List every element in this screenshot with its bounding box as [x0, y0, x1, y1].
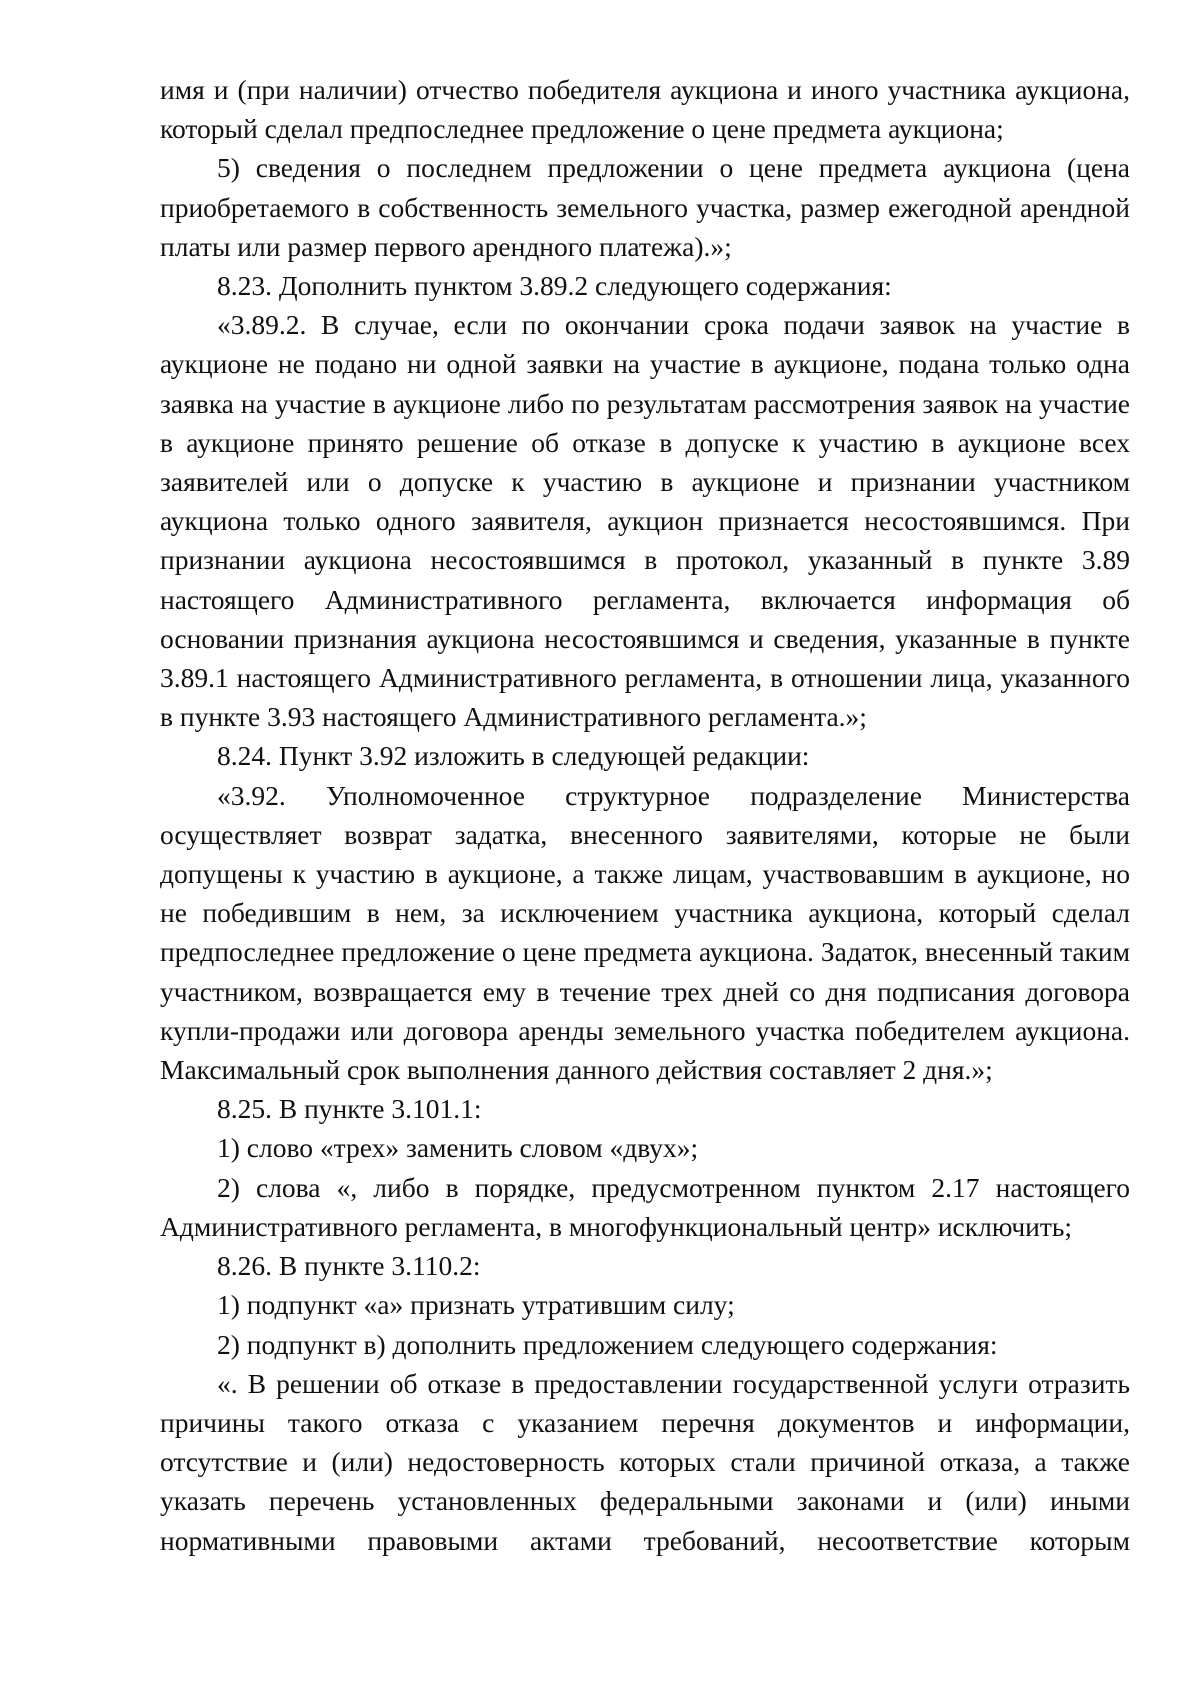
- paragraph-8-26-item-1: 1) подпункт «а» признать утратившим силу;: [217, 1289, 735, 1321]
- document-body: [160, 70, 1130, 1560]
- paragraph-8-25: 8.25. В пункте 3.101.1:: [217, 1093, 482, 1125]
- paragraph-continuation: имя и (при наличии) отчество победителя аукциона и иного участника аукциона, который сделал предпоследнее предложение о цене предмета аукциона;: [160, 74, 1130, 145]
- paragraph-item-5: 5) сведения о последнем предложении о цене предмета аукциона (цена приобретаемого в собственность земельного участка, размер ежегодной арендной платы или размер первого арендного платежа).»;: [160, 152, 1130, 262]
- paragraph-8-25-item-2: 2) слова «, либо в порядке, предусмотренном пунктом 2.17 настоящего Административного регламента, в многофункциональный центр» исключить;: [160, 1171, 1130, 1242]
- paragraph-3-92: «3.92. Уполномоченное структурное подразделение Министерства осуществляет возврат задатка, внесенного заявителями, которые не были допущены к участию в аукционе, а также лицам, участвовавшим в аукционе, но не победившим в нем, за исключением участника аукциона, который сделал предпоследнее предложение о цене предмета аукциона. Задаток, внесенный таким участником, возвращается ему в течение трех дней со дня подписания договора купли-продажи или договора аренды земельного участка победителем аукциона. Максимальный срок выполнения данного действия составляет 2 дня.»;: [160, 779, 1130, 1086]
- paragraph-8-26-item-2: 2) подпункт в) дополнить предложением следующего содержания:: [217, 1328, 998, 1360]
- paragraph-8-26: 8.26. В пункте 3.110.2:: [217, 1250, 481, 1282]
- paragraph-refusal-decision: «. В решении об отказе в предоставлении государственной услуги отразить причины такого отказа с указанием перечня документов и информации, отсутствие и (или) недостоверность которых стали причиной отказа, а также указать перечень установленных федеральными законами и (или) иными нормативными правовыми актами требований, несоответствие которым: [160, 1367, 1130, 1556]
- paragraph-3-89-2: «3.89.2. В случае, если по окончании срока подачи заявок на участие в аукционе не подано ни одной заявки на участие в аукционе, подана только одна заявка на участие в аукционе либо по результатам рассмотрения заявок на участие в аукционе принято решение об отказе в допуске к участию в аукционе всех заявителей или о допуске к участию в аукционе и признании участником аукциона только одного заявителя, аукцион признается несостоявшимся. При признании аукциона несостоявшимся в протокол, указанный в пункте 3.89 настоящего Административного регламента, включается информация об основании признания аукциона несостоявшимся и сведения, указанные в пункте 3.89.1 настоящего Административного регламента, в отношении лица, указанного в пункте 3.93 настоящего Административного регламента.»;: [160, 309, 1130, 733]
- paragraph-8-25-item-1: 1) слово «трех» заменить словом «двух»;: [217, 1132, 699, 1164]
- paragraph-8-24: 8.24. Пункт 3.92 изложить в следующей редакции:: [217, 740, 810, 772]
- paragraph-8-23: 8.23. Дополнить пунктом 3.89.2 следующего содержания:: [217, 270, 892, 302]
